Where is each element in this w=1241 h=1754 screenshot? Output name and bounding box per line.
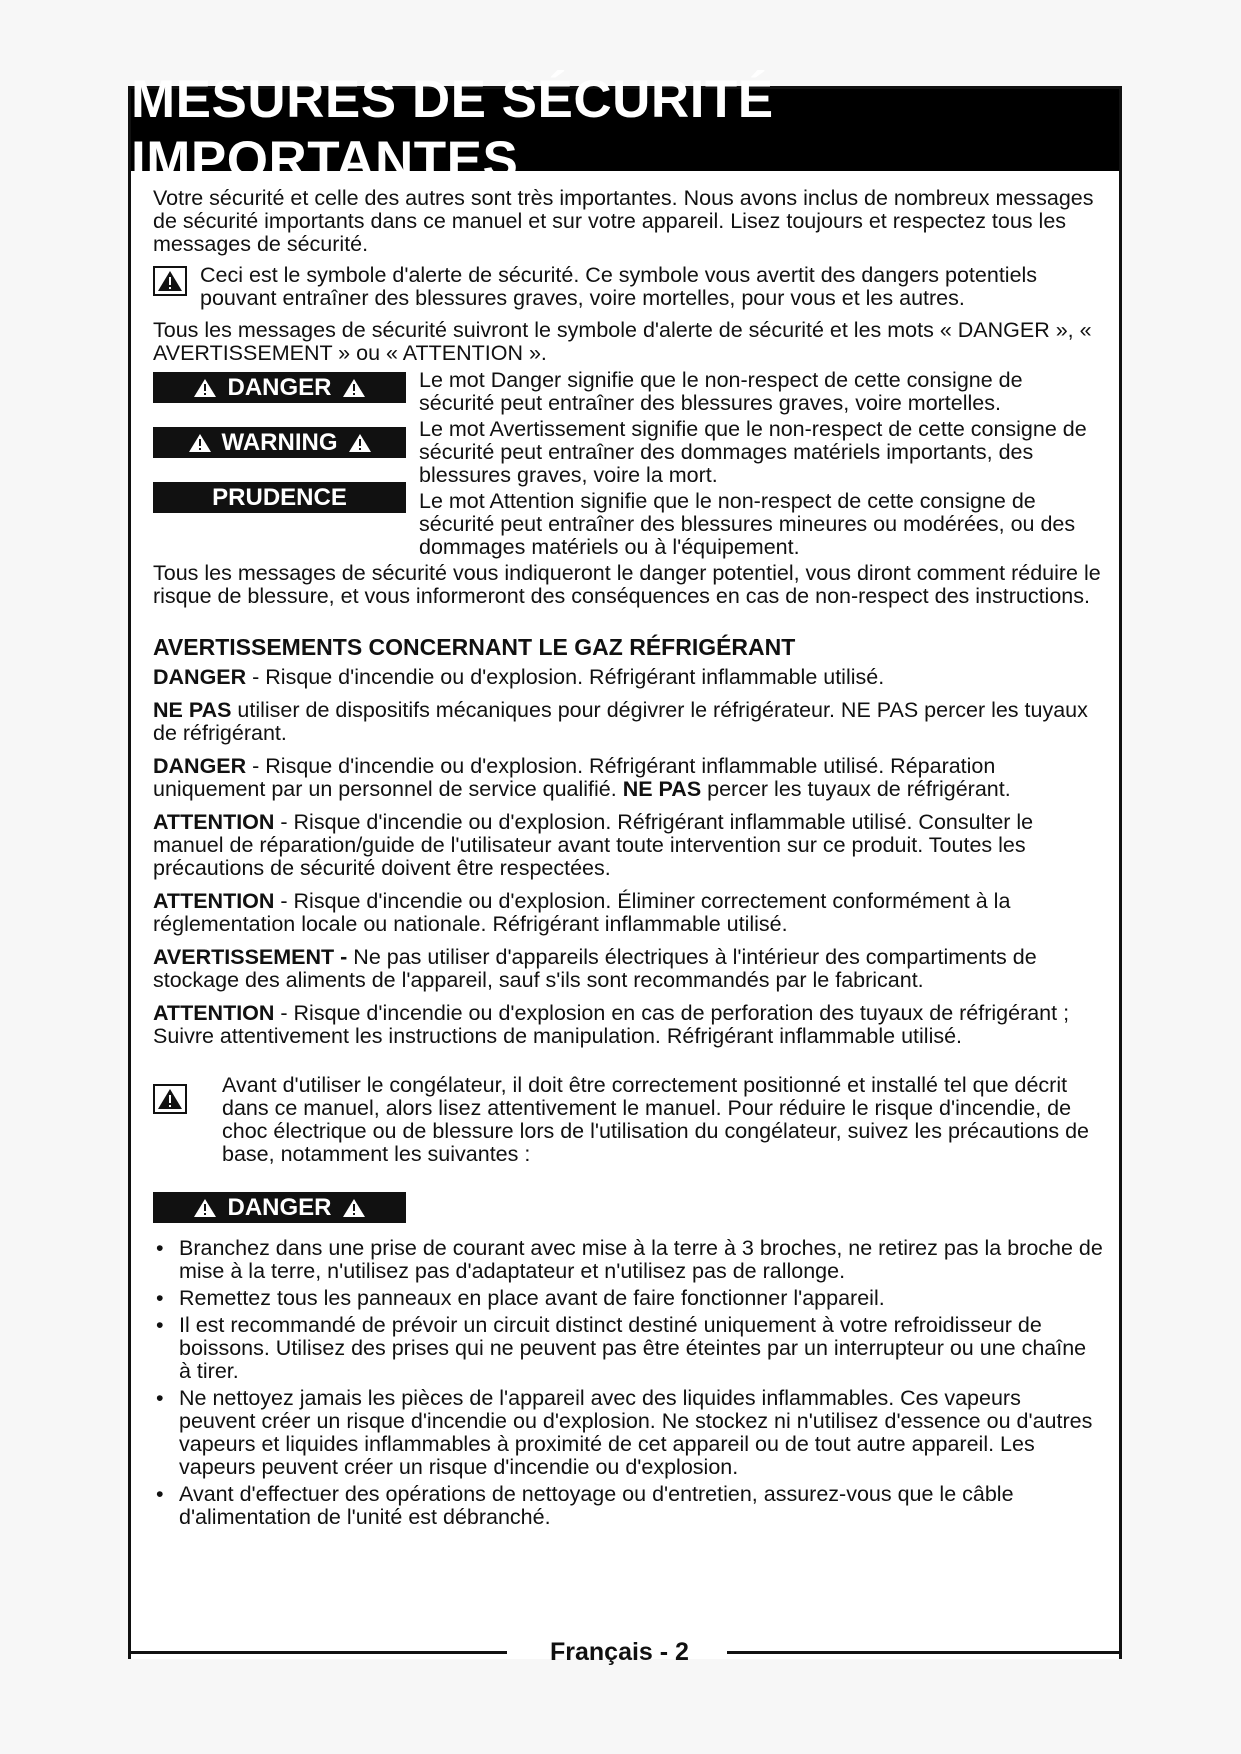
danger-label [153,372,406,403]
refrigerant-heading: AVERTISSEMENTS CONCERNANT LE GAZ RÉFRIGÉRANT [153,634,796,660]
page-title: MESURES DE SÉCURITÉ IMPORTANTES [131,89,1119,171]
list-item: • Ne nettoyez jamais les pièces de l'appareil avec des liquides inflammables. Ces vapeurs peuvent créer un risque d'incendie ou d'explosion. Ne stockez ni n'utilisez d'essence ou d'autres vapeurs et liquides inflammables à proximité de cet appareil ou de tout autre appareil. Les vapeurs peuvent créer un risque d'incendie ou d'explosion. [153,1387,1103,1479]
warning-triangle-icon [193,378,217,398]
refrigerant-p2: NE PAS utiliser de dispositifs mécaniques pour dégivrer le réfrigérateur. NE PAS percer les tuyaux de réfrigérant. [153,698,1088,745]
refrigerant-p3: DANGER - Risque d'incendie ou d'explosion. Réfrigérant inflammable utilisé. Réparation uniquement par un personnel de service qualifié. NE PAS percer les tuyaux de réfrigérant. [153,754,1011,801]
warning-label-text: WARNING [221,429,338,456]
warning-triangle-icon [342,378,366,398]
warning-label [153,427,406,458]
refrigerant-p4: ATTENTION - Risque d'incendie ou d'explosion. Réfrigérant inflammable utilisé. Consulter le manuel de réparation/guide de l'utilisateur avant toute intervention sur ce produit. Toutes les précautions de sécurité doivent être respectées. [153,810,1034,880]
all-messages-paragraph: Tous les messages de sécurité vous indiqueront le danger potentiel, vous diront comment réduire le risque de blessure, et vous informeront des conséquences en cas de non-respect des instructions. [153,561,1101,608]
signal-labels [153,369,406,562]
signal-words-section [153,369,1103,562]
danger-definition: Le mot Danger signifie que le non-respect de cette consigne de sécurité peut entraîner des blessures graves, voire mortelles. [419,368,1023,415]
page-number: Français - 2 [550,1637,689,1666]
refrigerant-p7: ATTENTION - Risque d'incendie ou d'explosion en cas de perforation des tuyaux de réfrigérant ; Suivre attentivement les instructions de manipulation. Réfrigérant inflammable utilisé. [153,1001,1070,1048]
refrigerant-p5: ATTENTION - Risque d'incendie ou d'explosion. Éliminer correctement conformément à la réglementation locale ou nationale. Réfrigérant inflammable utilisé. [153,889,1011,936]
install-notice-text: Avant d'utiliser le congélateur, il doit être correctement positionné et installé tel que décrit dans ce manuel, alors lisez attentivement le manuel. Pour réduire le risque d'incendie, de choc électrique ou de blessure lors de l'utilisation du congélateur, suivez les précautions de base, notamment les suivantes : [222,1073,1090,1166]
warning-triangle-icon [348,433,372,453]
danger-label-2-text: DANGER [227,1194,332,1221]
list-item: • Remettez tous les panneaux en place avant de faire fonctionner l'appareil. [153,1287,1103,1310]
alert-symbol-row [153,264,1103,310]
attention-definition: Le mot Attention signifie que le non-respect de cette consigne de sécurité peut entraîner des blessures mineures ou modérées, ou des dommages matériels ou à l'équipement. [419,489,1076,559]
list-item: • Il est recommandé de prévoir un circuit distinct destiné uniquement à votre refroidisseur de boissons. Utilisez des prises qui ne peuvent pas être éteintes par un interrupteur ou une chaîne à tirer. [153,1314,1103,1383]
list-item: • Avant d'effectuer des opérations de nettoyage ou d'entretien, assurez-vous que le câble d'alimentation de l'unité est débranché. [153,1483,1103,1529]
list-item: • Branchez dans une prise de courant avec mise à la terre à 3 broches, ne retirez pas la broche de mise à la terre, n'utilisez pas d'adaptateur et n'utilisez pas de rallonge. [153,1237,1103,1283]
warning-triangle-icon [153,266,187,296]
alert-symbol-text: Ceci est le symbole d'alerte de sécurité. Ce symbole vous avertit des dangers potentiels pouvant entraîner des blessures graves, voire mortelles, pour vous et les autres. [200,263,1038,310]
signal-words-intro: Tous les messages de sécurité suivront le symbole d'alerte de sécurité et les mots « DANGER », « AVERTISSEMENT » ou « ATTENTION ». [153,318,1092,365]
page-frame [128,70,1122,1659]
install-notice-row [153,1074,1103,1166]
warning-definition: Le mot Avertissement signifie que le non-respect de cette consigne de sécurité peut entraîner des dommages matériels importants, des blessures graves, voire la mort. [419,417,1087,487]
refrigerant-p1: DANGER - Risque d'incendie ou d'explosion. Réfrigérant inflammable utilisé. [153,665,885,689]
warning-triangle-icon [188,433,212,453]
content [153,187,1103,1533]
page-footer [128,1634,1122,1670]
warning-triangle-icon [342,1198,366,1218]
prudence-label [153,482,406,513]
signal-definitions [419,369,1103,562]
intro-paragraph: Votre sécurité et celle des autres sont très importantes. Nous avons inclus de nombreux messages de sécurité importants dans ce manuel et sur votre appareil. Lisez toujours et respectez tous les messages de sécurité. [153,186,1094,256]
warning-triangle-icon [193,1198,217,1218]
refrigerant-p6: AVERTISSEMENT - Ne pas utiliser d'appareils électriques à l'intérieur des compartiments de stockage des aliments de l'appareil, sauf s'ils sont recommandés par le fabricant. [153,945,1037,992]
footer-rule-left [128,1651,507,1654]
danger-label-2 [153,1192,406,1223]
prudence-label-text: PRUDENCE [212,484,347,511]
warning-triangle-icon [153,1084,187,1114]
footer-rule-right [727,1651,1122,1654]
danger-bullet-list [153,1237,1103,1529]
danger-label-text: DANGER [227,374,332,401]
